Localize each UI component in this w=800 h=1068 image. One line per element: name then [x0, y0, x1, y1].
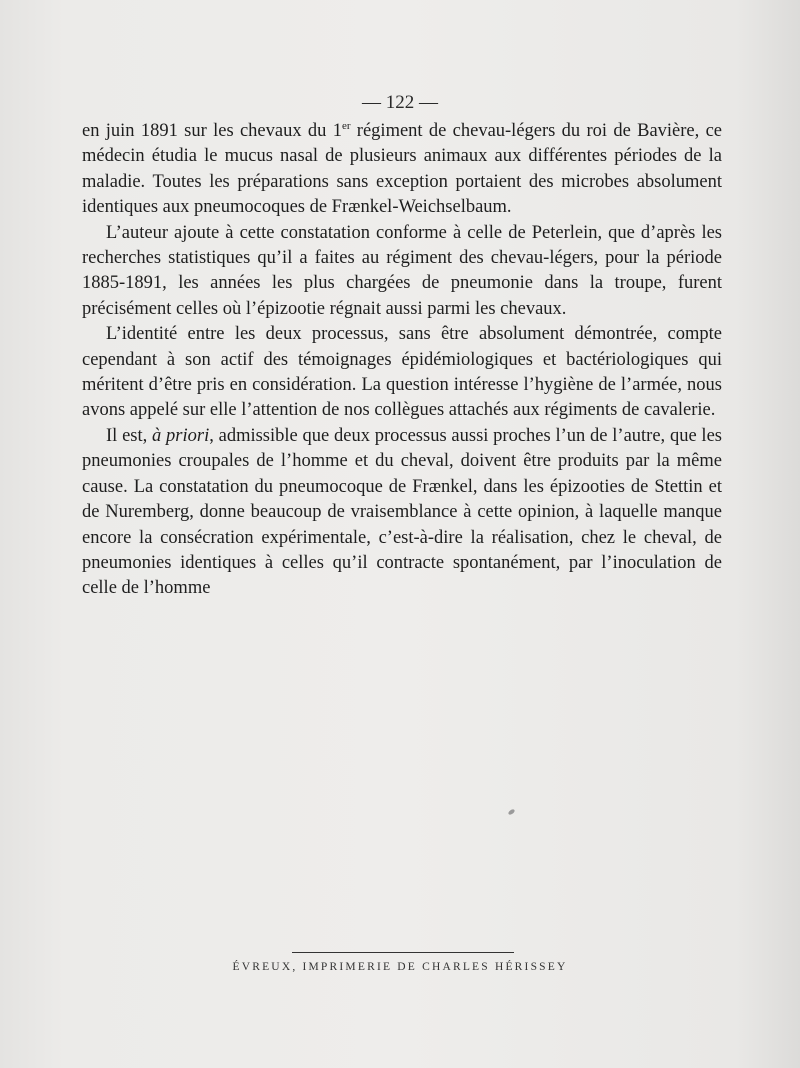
paragraph-4-text-b: , admissible que deux processus aussi proches l’un de l’autre, que les pneumonies croupales de l’homme et du cheval, doivent être produits par la même cause. La constatation du pneumocoque de Frænkel, dans les épizooties de Stettin et de Nuremberg, donne beaucoup de vraisemblance à cette opinion, à laquelle manque encore la consécration expérimentale, c’est-à-dire la réalisation, chez le cheval, de pneumonies identiques à celles qu’il contracte spontanément, par l’inoculation de celle de l’homme	[82, 425, 722, 599]
body-text	[82, 119, 722, 602]
paragraph-1-text-a: en juin 1891 sur les chevaux du 1	[82, 121, 342, 141]
paragraph-1-text-b: régiment de chevau-légers du roi de Bavière, ce médecin étudia le mucus nasal de plusieurs animaux aux différentes périodes de la maladie. Toutes les préparations sans exception portaient des microbes absolument identiques aux pneumocoques de Frænkel-Weichselbaum.	[82, 121, 722, 218]
page-number: — 122 —	[362, 92, 438, 113]
ink-speck	[507, 808, 515, 815]
paragraph-3: L’identité entre les deux processus, sans être absolument démontrée, compte cependant à son actif des témoignages épidémiologiques et bactériologiques qui méritent d’être pris en considération. La question intéresse l’hygiène de l’armée, nous avons appelé sur elle l’attention de nos collègues attachés aux régiments de cavalerie.	[82, 324, 722, 421]
footer-rule	[292, 952, 514, 953]
printer-imprint: ÉVREUX, IMPRIMERIE DE CHARLES HÉRISSEY	[232, 961, 568, 973]
paragraph-1	[82, 119, 722, 221]
paragraph-2: L’auteur ajoute à cette constatation conforme à celle de Peterlein, que d’après les recherches statistiques qu’il a faites au régiment des chevau-légers, pour la période 1885-1891, les années les plus chargées de pneumonie dans la troupe, furent précisément celles où l’épizootie régnait aussi parmi les chevaux.	[82, 222, 722, 319]
paragraph-4	[82, 424, 722, 602]
ordinal-superscript: er	[341, 120, 351, 132]
italic-phrase: à priori	[152, 425, 210, 446]
paragraph-4-text-a: Il est,	[106, 425, 153, 446]
